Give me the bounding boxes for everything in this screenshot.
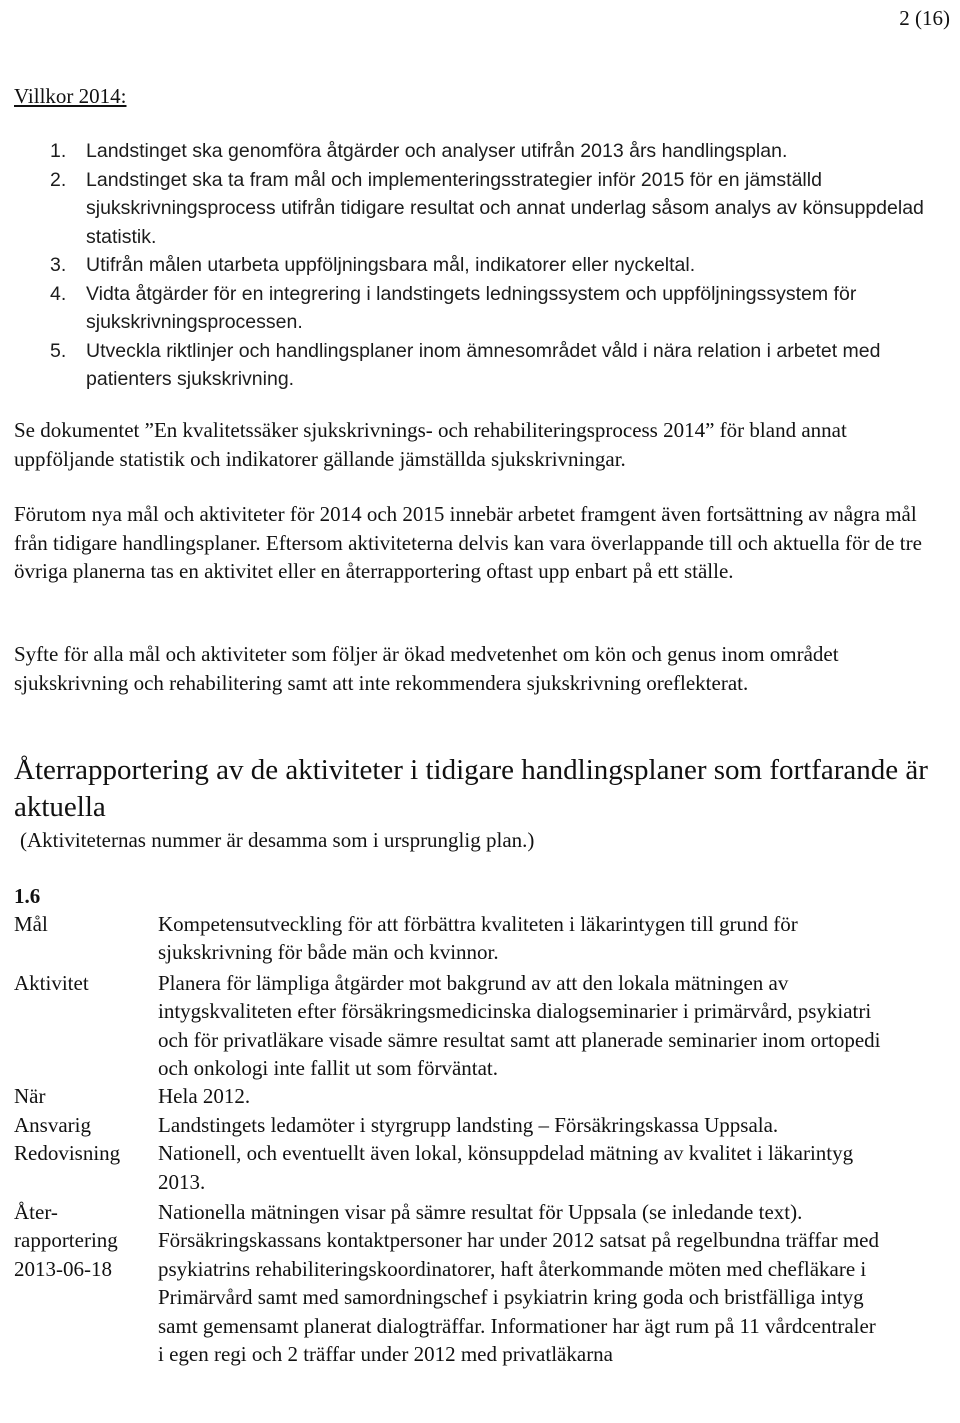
page-number: 2 (16)	[899, 6, 950, 30]
row-value: Nationell, och eventuellt även lokal, könsuppdelad mätning av kvalitet i läkarintyg 2013.	[158, 1141, 854, 1194]
reference-paragraph: Se dokumentet ”En kvalitetssäker sjukskrivnings- och rehabiliteringsprocess 2014” för bland annat uppföljande statistik och indikatorer gällande jämställda sjukskrivningar.	[14, 418, 847, 471]
activity-table	[14, 910, 884, 1369]
condition-item	[50, 337, 930, 394]
condition-number: 5.	[50, 339, 67, 362]
row-label: Redovisning	[14, 1141, 121, 1166]
condition-number: 2.	[50, 168, 67, 191]
table-row	[14, 967, 884, 1083]
table-row	[14, 1196, 884, 1368]
purpose-paragraph: Syfte för alla mål och aktiviteter som följer är ökad medvetenhet om kön och genus inom området sjukskrivning och rehabilitering samt att inte rekommendera sjukskrivning oreflekterat.	[14, 642, 839, 695]
row-value: Kompetensutveckling för att förbättra kvaliteten i läkarintygen till grund för sjukskrivning för både män och kvinnor.	[158, 912, 798, 965]
continuation-paragraph: Förutom nya mål och aktiviteter för 2014 och 2015 innebär arbetet framgent även fortsättning av några mål från tidigare handlingsplaner. Eftersom aktiviteterna delvis kan vara överlappande till och aktuella för de tre övriga planerna tas en aktivitet eller en återrapportering oftast upp enbart på ett ställe.	[14, 502, 922, 583]
table-row	[14, 1139, 884, 1196]
condition-item	[50, 137, 930, 166]
row-label: Ansvarig	[14, 1112, 91, 1137]
conditions-list	[50, 137, 930, 394]
row-label: När	[14, 1084, 46, 1109]
row-value: Nationella mätningen visar på sämre resultat för Uppsala (se inledande text). Försäkringskassans kontaktpersoner har under 2012 satsat på regelbundna träffar med psykiatrins rehabiliteringskoordinatorer, haft återkommande möten med chefläkare i Primärvård samt med samordningschef i psykiatrin kring goda och bristfälliga intyg samt gemensamt planerat dialogträffar. Informationer har ägt rum på 11 vårdcentraler i egen regi och 2 träffar under 2012 med privatläkarna	[158, 1200, 879, 1367]
activity-number: 1.6	[14, 884, 41, 908]
row-label: Mål	[14, 912, 48, 936]
condition-text: Utifrån målen utarbeta uppföljningsbara mål, indikatorer eller nyckeltal.	[86, 254, 696, 276]
section-heading: Återrapportering av de aktiviteter i tidigare handlingsplaner som fortfarande är aktuella	[14, 754, 928, 823]
condition-number: 1.	[50, 140, 67, 162]
condition-text: Vidta åtgärder för en integrering i landstingets ledningssystem och uppföljningssystem för sjukskrivningsprocessen.	[86, 282, 857, 333]
row-label: Aktivitet	[14, 970, 89, 995]
row-value: Landstingets ledamöter i styrgrupp landsting – Försäkringskassa Uppsala.	[158, 1112, 779, 1137]
condition-text: Utveckla riktlinjer och handlingsplaner inom ämnesområdet våld i nära relation i arbetet med patienters sjukskrivning.	[86, 339, 881, 390]
condition-text: Landstinget ska genomföra åtgärder och analyser utifrån 2013 års handlingsplan.	[86, 140, 788, 162]
row-value: Hela 2012.	[158, 1084, 251, 1109]
villkor-title: Villkor 2014:	[14, 84, 127, 108]
table-row	[14, 1111, 884, 1139]
condition-item	[50, 280, 930, 337]
section-note: (Aktiviteternas nummer är desamma som i ursprunglig plan.)	[20, 828, 535, 852]
condition-text: Landstinget ska ta fram mål och implementeringsstrategier inför 2015 för en jämställd sjukskrivningsprocess utifrån tidigare resultat och annat underlag såsom analys av könsuppdelad statistik.	[86, 168, 924, 248]
table-row	[14, 1082, 884, 1110]
condition-item	[50, 166, 930, 252]
row-label: Åter-rapportering 2013-06-18	[14, 1200, 118, 1281]
condition-number: 3.	[50, 254, 67, 276]
row-value: Planera för lämpliga åtgärder mot bakgrund av att den lokala mätningen av intygskvaliteten efter försäkringsmedicinska dialogseminarier i primärvård, psykiatri och för privatläkare visade sämre resultat samt att planerade seminarier inom ortopedi och onkologi inte fallit ut som förväntat.	[158, 970, 881, 1081]
condition-item	[50, 251, 930, 280]
condition-number: 4.	[50, 282, 67, 305]
table-row	[14, 910, 884, 967]
